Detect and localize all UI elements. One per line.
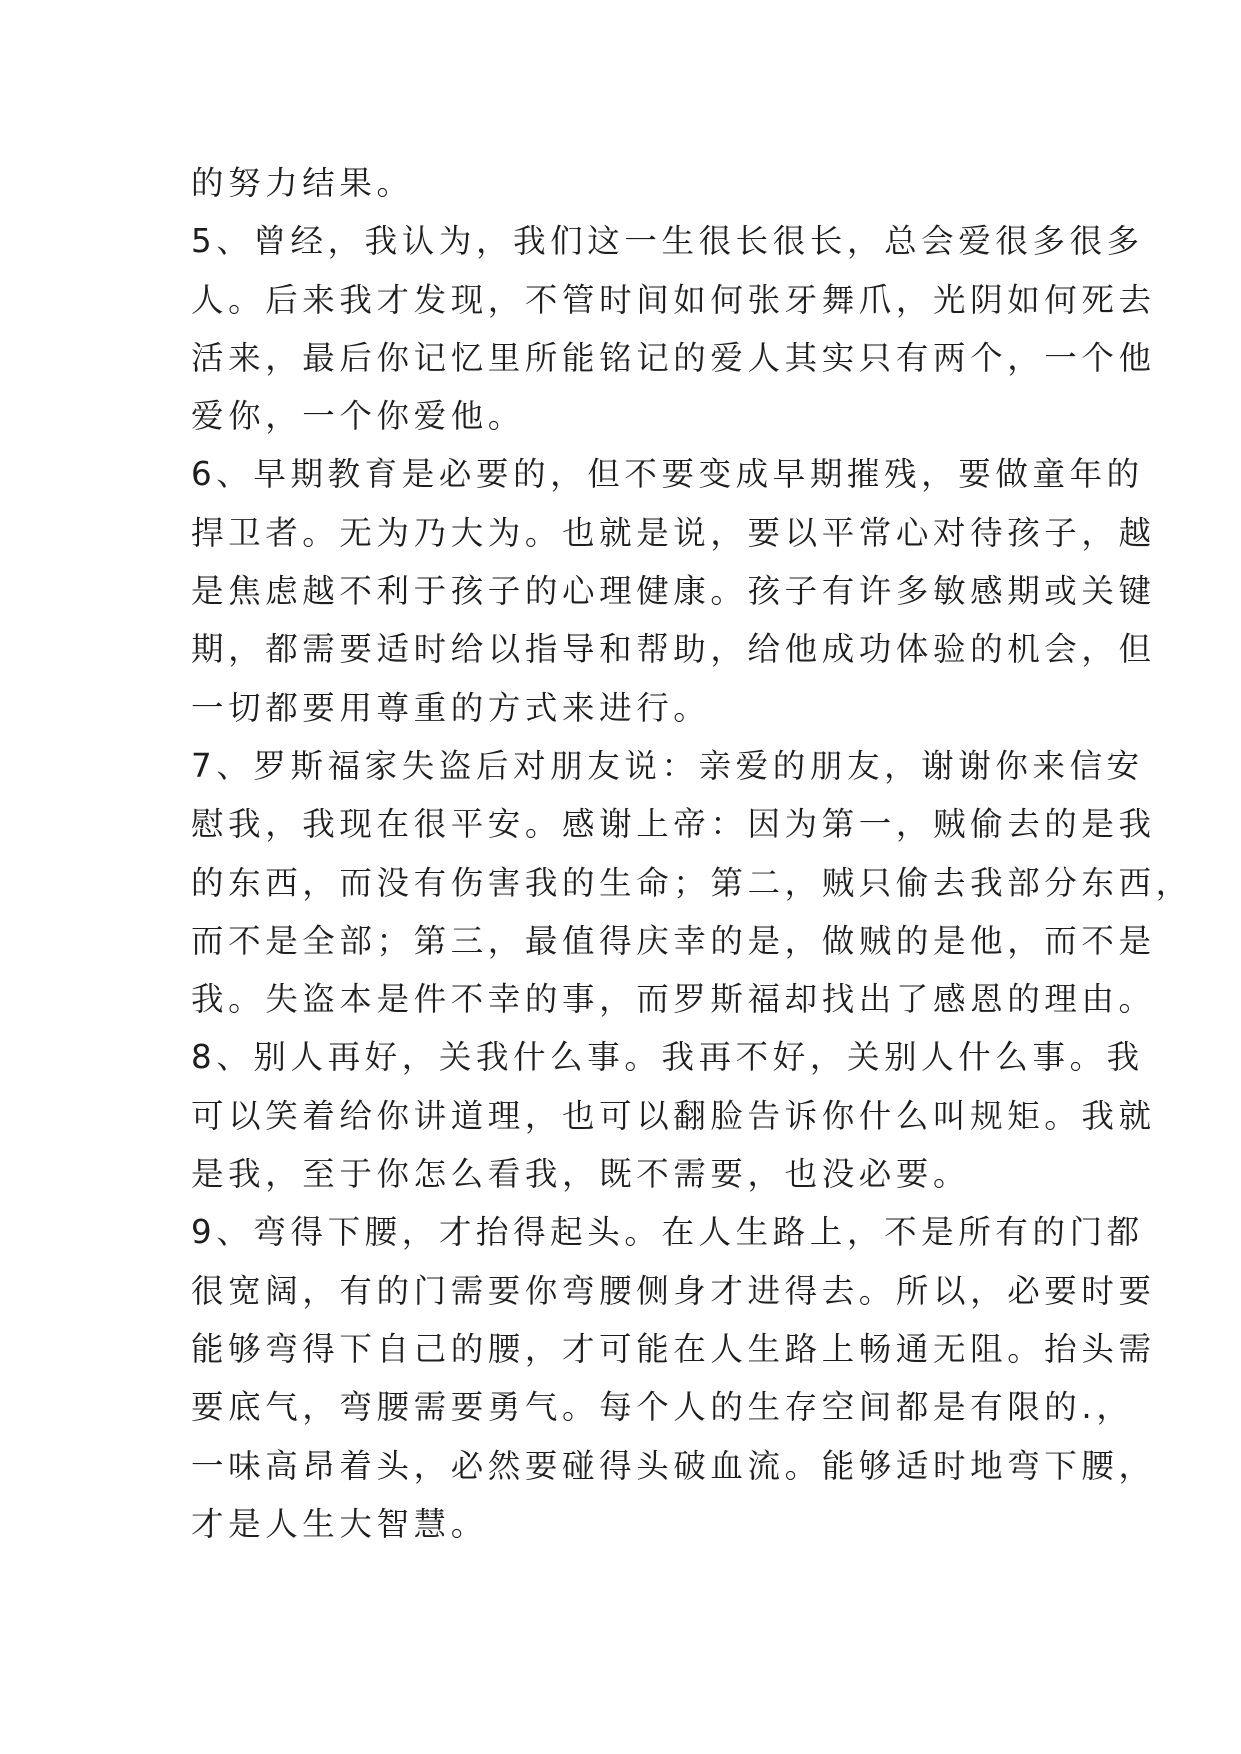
text-line: 期，都需要适时给以指导和帮助，给他成功体验的机会，但 <box>191 630 1156 669</box>
text-line: 活来，最后你记忆里所能铭记的爱人其实只有两个，一个他 <box>191 338 1156 377</box>
text-line: 6、早期教育是必要的，但不要变成早期摧残，要做童年的 <box>191 455 1144 494</box>
text-line: 一切都要用尊重的方式来进行。 <box>191 688 711 727</box>
text-line: 8、别人再好，关我什么事。我再不好，关别人什么事。我 <box>191 1038 1144 1077</box>
text-line: 能够弯得下自己的腰，才可能在人生路上畅通无阻。抬头需 <box>191 1329 1156 1368</box>
text-line: 是我，至于你怎么看我，既不需要，也没必要。 <box>191 1155 971 1194</box>
text-line: 捍卫者。无为乃大为。也就是说，要以平常心对待孩子，越 <box>191 513 1156 552</box>
text-line: 一味高昂着头，必然要碰得头破血流。能够适时地弯下腰， <box>191 1446 1156 1485</box>
text-line: 要底气，弯腰需要勇气。每个人的生存空间都是有限的.， <box>191 1388 1134 1427</box>
text-line: 很宽阔，有的门需要你弯腰侧身才进得去。所以，必要时要 <box>191 1271 1156 1310</box>
text-line: 7、罗斯福家失盗后对朋友说：亲爱的朋友，谢谢你来信安 <box>191 746 1144 785</box>
text-line: 5、曾经，我认为，我们这一生很长很长，总会爱很多很多 <box>191 222 1144 261</box>
text-line: 的努力结果。 <box>191 164 414 202</box>
text-line: 慰我，我现在很平安。感谢上帝：因为第一，贼偷去的是我 <box>191 805 1156 844</box>
text-line: 而不是全部；第三，最值得庆幸的是，做贼的是他，而不是 <box>191 921 1156 960</box>
text-line: 是焦虑越不利于孩子的心理健康。孩子有许多敏感期或关键 <box>191 572 1156 611</box>
text-line: 才是人生大智慧。 <box>191 1504 488 1543</box>
text-line: 我。失盗本是件不幸的事，而罗斯福却找出了感恩的理由。 <box>191 980 1156 1019</box>
text-line: 人。后来我才发现，不管时间如何张牙舞爪，光阴如何死去 <box>191 280 1156 319</box>
text-line: 爱你，一个你爱他。 <box>191 397 525 436</box>
text-line: 可以笑着给你讲道理，也可以翻脸告诉你什么叫规矩。我就 <box>191 1096 1156 1135</box>
document-body <box>191 154 1193 1553</box>
text-line: 9、弯得下腰，才抬得起头。在人生路上，不是所有的门都 <box>191 1213 1144 1252</box>
text-line: 的东西，而没有伤害我的生命；第二，贼只偷去我部分东西， <box>191 863 1193 902</box>
